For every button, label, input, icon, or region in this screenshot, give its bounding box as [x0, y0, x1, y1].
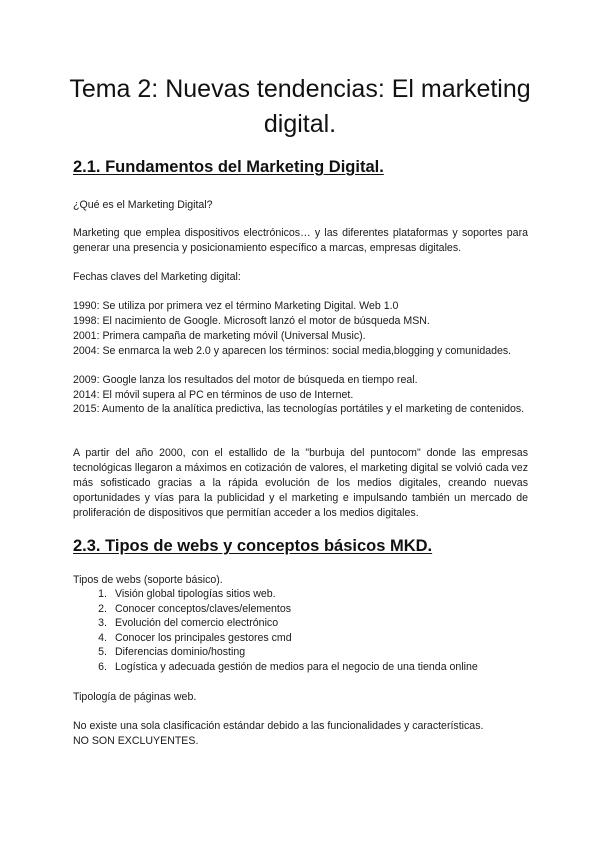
list-item — [73, 602, 528, 617]
question-text: ¿Qué es el Marketing Digital? — [73, 199, 213, 211]
date-item: 2004: Se enmarca la web 2.0 y aparecen los términos: social media,blogging y comunidades. — [73, 345, 512, 357]
list-number: 2. — [98, 602, 107, 615]
date-item: 1990: Se utiliza por primera vez el término Marketing Digital. Web 1.0 — [73, 300, 399, 312]
dates-intro: Fechas claves del Marketing digital: — [73, 271, 241, 283]
list-item — [73, 631, 528, 646]
list-number: 4. — [98, 631, 107, 644]
section-heading-tipos-webs: 2.3. Tipos de webs y conceptos básicos MKD. — [73, 537, 433, 555]
list-item — [73, 660, 528, 675]
list-item-text: Visión global tipologías sitios web. — [115, 588, 276, 600]
list-number: 6. — [98, 660, 107, 673]
date-item: 2009: Google lanza los resultados del motor de búsqueda en tiempo real. — [73, 374, 418, 386]
list-number: 1. — [98, 588, 107, 600]
webs-intro: Tipos de webs (soporte básico). — [73, 574, 223, 586]
list-item — [73, 587, 528, 602]
history-paragraph: A partir del año 2000, con el estallido de la "burbuja del puntocom" donde las empresas tecnológicas llegaron a máximos en cotización de valores, el marketing digital se volvió cada vez más sofisticado gracias a la rápida evolución de los medios digitales, creando nuevas oportunidades y vías para la publicidad y el marketing e impulsando también un mercado de proliferación de dispositivos que permitían acceder a los medios digitales. — [73, 447, 528, 519]
list-item — [73, 645, 528, 660]
list-item-text: Conocer conceptos/claves/elementos — [115, 602, 292, 615]
list-number: 3. — [98, 617, 107, 630]
date-item: 1998: El nacimiento de Google. Microsoft lanzó el motor de búsqueda MSN. — [73, 315, 430, 327]
date-item: 2015: Aumento de la analítica predictiva, las tecnologías portátiles y el marketing de contenidos. — [73, 403, 525, 415]
note-emphasis: NO SON EXCLUYENTES. — [73, 735, 199, 747]
list-number: 5. — [98, 646, 107, 659]
tipologia-text: Tipología de páginas web. — [73, 691, 197, 703]
definition-paragraph: Marketing que emplea dispositivos electrónicos… y las diferentes plataformas y soportes para generar una presencia y posicionamiento específico a marcas, empresas digitales. — [73, 227, 528, 254]
date-item: 2001: Primera campaña de marketing móvil (Universal Music). — [73, 330, 366, 342]
list-item-text: Logística y adecuada gestión de medios para el negocio de una tienda online — [115, 660, 478, 673]
date-item: 2014: El móvil supera al PC en términos de uso de Internet. — [73, 389, 354, 401]
webs-numbered-list — [73, 587, 528, 675]
list-item-text: Evolución del comercio electrónico — [115, 617, 279, 630]
section-heading-fundamentos: 2.1. Fundamentos del Marketing Digital. — [73, 158, 384, 176]
list-item-text: Diferencias dominio/hosting — [115, 646, 246, 659]
page-title: Tema 2: Nuevas tendencias: El marketing digital. — [69, 75, 531, 138]
note-line: No existe una sola clasificación estándar debido a las funcionalidades y características. — [73, 720, 484, 732]
list-item — [73, 616, 528, 631]
list-item-text: Conocer los principales gestores cmd — [115, 631, 292, 644]
